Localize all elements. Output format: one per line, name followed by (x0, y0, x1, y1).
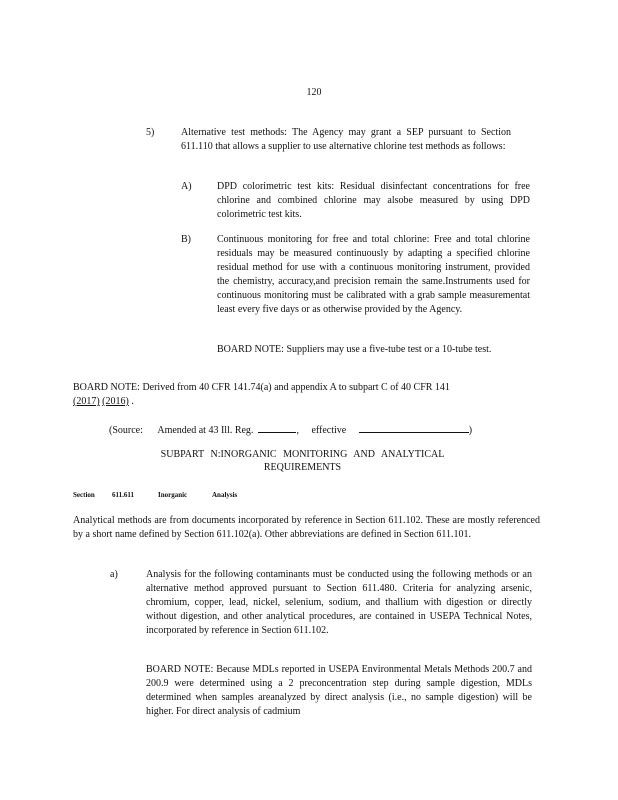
source-note (109, 423, 472, 438)
period: . (131, 396, 134, 407)
section-title-word2: Analysis (212, 491, 238, 499)
effective-date-blank (359, 423, 469, 433)
board-note-derived-text: BOARD NOTE: Derived from 40 CFR 141.74(a) and appendix A to subpart C of 40 CFR 141 (73, 382, 450, 393)
source-close: ) (468, 425, 473, 436)
struck-year: (2017) (73, 396, 100, 407)
page-number: 120 (306, 87, 322, 98)
year: (2016) (102, 396, 129, 407)
section-number: 611.611 (112, 491, 134, 499)
board-note-derived (73, 381, 530, 395)
item-B-text: Continuous monitoring for free and total chlorine: Free and total chlorine residuals may be measured continuously by adapting a specified chlorine residual method for use with a continuous monitoring instrument, provided the chemistry, accuracy,and precision remain the same.Instruments used for continuous monitoring must be calibrated with a grab sample measurementat least every five days or as otherwise provided by the Agency. (217, 234, 530, 315)
item-a-label: a) (110, 569, 118, 580)
register-blank (258, 423, 296, 433)
section-title-word1: Inorganic (158, 491, 188, 499)
item-A-text: DPD colorimetric test kits: Residual disinfectant concentrations for free chlorine and combined chlorine may alsobe measured by using DPD colorimetric test kits. (217, 181, 530, 220)
board-note-year-line (73, 395, 134, 409)
item-A-label: A) (181, 181, 192, 192)
subpart-title-line2: REQUIREMENTS (263, 462, 342, 473)
source-amended: Amended at 43 Ill. Reg. (157, 425, 254, 436)
section-label: Section (73, 491, 95, 499)
source-effective: effective (311, 425, 347, 436)
board-note-tubes: BOARD NOTE: Suppliers may use a five-tube test or a 10-tube test. (217, 344, 492, 355)
item-B-label: B) (181, 234, 191, 245)
intro-paragraph: Analytical methods are from documents incorporated by reference in Section 611.102. These are mostly referenced by a short name defined by Section 611.102(a). Other abbreviations are defined in Section 611.101. (73, 515, 540, 540)
item-5-text: Alternative test methods: The Agency may grant a SEP pursuant to Section 611.110 that allows a supplier to use alternative chlorine test methods as follows: (181, 127, 511, 152)
board-note-mdl: BOARD NOTE: Because MDLs reported in USEPA Environmental Metals Methods 200.7 and 200.9 were determined using a 2 preconcentration step during sample digestion, MDLs determined when samples areanalyzed by direct analysis (i.e., no sample digestion) will be higher. For direct analysis of cadmium (146, 664, 532, 717)
subpart-title-line1: SUBPART N:INORGANIC MONITORING AND ANALYTICAL (160, 449, 445, 460)
item-a-text: Analysis for the following contaminants must be conducted using the following methods or an alternative method approved pursuant to Section 611.480. Criteria for analyzing arsenic, chromium, copper, lead, nickel, selenium, sodium, and thallium with digestion or directly without digestion, and other analytical procedures, are contained in USEPA Technical Notes, incorporated by reference in Section 611.102. (146, 569, 532, 636)
item-5-label: 5) (146, 127, 155, 138)
source-comma: , (296, 425, 299, 436)
source-open: (Source: (109, 425, 143, 436)
